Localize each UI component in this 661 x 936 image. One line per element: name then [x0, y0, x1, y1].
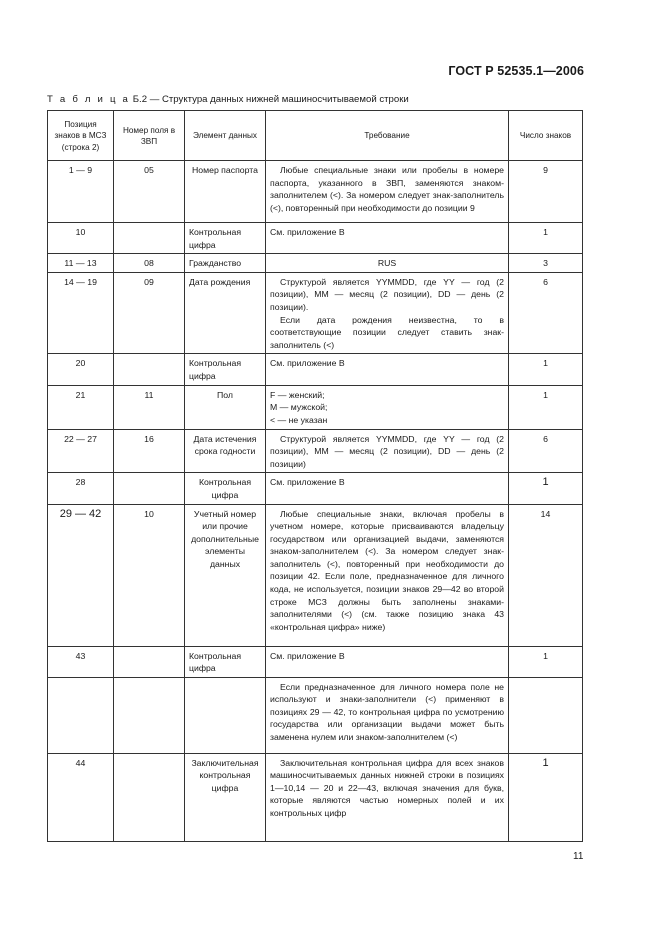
table-row [48, 254, 583, 273]
cell-position: 14 — 19 [48, 272, 114, 354]
table-row [48, 385, 583, 429]
data-structure-table [47, 110, 583, 842]
cell-field-number: 11 [114, 385, 185, 429]
cell-field-number: 09 [114, 272, 185, 354]
cell-position: 20 [48, 354, 114, 385]
column-header-position: Позиция знаков в МСЗ (строка 2) [48, 111, 114, 161]
requirement-text: См. приложение В [270, 358, 345, 369]
standard-designation: ГОСТ Р 52535.1—2006 [448, 64, 584, 78]
cell-data-element: Учетный номер или прочие дополнительные элементы данных [185, 504, 266, 646]
cell-data-element: Контрольная цифра [185, 354, 266, 385]
table-caption-prefix: Т а б л и ц а [47, 94, 131, 105]
cell-position: 21 [48, 385, 114, 429]
cell-requirement [266, 473, 509, 504]
cell-requirement [266, 753, 509, 841]
cell-char-count: 14 [509, 504, 583, 646]
requirement-text: F — женский; [270, 389, 325, 400]
table-caption [47, 94, 409, 105]
cell-position: 22 — 27 [48, 429, 114, 473]
requirement-text: Если предназначенное для личного номера поле не используют и знаки-заполнители (<) применяют в позициях 29 — 42, то контрольная цифра по усмотрению государства или организации выдачи может быть заменена нулем или знаком-заполнителем (<) [270, 681, 504, 743]
cell-position: 43 [48, 646, 114, 677]
cell-char-count: 1 [509, 354, 583, 385]
cell-requirement [266, 354, 509, 385]
cell-field-number [114, 223, 185, 254]
requirement-text: Структурой является YYMMDD, где YY — год (2 позиции), MM — месяц (2 позиции), DD — день (2 позиции). [270, 276, 504, 312]
table-row [48, 504, 583, 646]
column-header-requirement: Требование [266, 111, 509, 161]
requirement-text: Если дата рождения неизвестна, то в соответствующие позиции следует ставить знак-заполнитель (<) [270, 314, 504, 350]
cell-field-number: 08 [114, 254, 185, 273]
table-row [48, 753, 583, 841]
cell-field-number [114, 677, 185, 753]
cell-data-element: Контрольная цифра [185, 223, 266, 254]
requirement-text: Заключительная контрольная цифра для всех знаков машиносчитываемых данных нижней строки в позициях 1—10,14 — 20 и 22—43, включая значения для букв, которые являются частью номерных полей и их контрольных цифр [270, 757, 504, 819]
cell-char-count [509, 677, 583, 753]
table-caption-text: Б.2 — Структура данных нижней машиносчитываемой строки [132, 94, 409, 105]
cell-requirement [266, 161, 509, 223]
cell-field-number: 05 [114, 161, 185, 223]
cell-position: 29 — 42 [48, 504, 114, 646]
cell-data-element: Номер паспорта [185, 161, 266, 223]
cell-data-element: Заключительная контрольная цифра [185, 753, 266, 841]
requirement-text: < — не указан [270, 414, 328, 425]
cell-position: 28 [48, 473, 114, 504]
cell-field-number [114, 646, 185, 677]
table-row [48, 272, 583, 354]
table-row [48, 161, 583, 223]
requirement-text: См. приложение В [270, 650, 345, 661]
cell-char-count: 9 [509, 161, 583, 223]
requirement-text: M — мужской; [270, 402, 328, 413]
page-number: 11 [573, 851, 584, 862]
requirement-text: RUS [377, 258, 397, 269]
requirement-text: См. приложение В [270, 477, 345, 488]
table-row [48, 354, 583, 385]
cell-char-count: 1 [509, 473, 583, 504]
cell-char-count: 3 [509, 254, 583, 273]
cell-position: 11 — 13 [48, 254, 114, 273]
table-row [48, 223, 583, 254]
cell-field-number [114, 473, 185, 504]
cell-requirement [266, 504, 509, 646]
table-row [48, 473, 583, 504]
table-header-row [48, 111, 583, 161]
cell-data-element [185, 677, 266, 753]
cell-field-number: 10 [114, 504, 185, 646]
requirement-text: См. приложение В [270, 227, 345, 237]
cell-requirement [266, 254, 509, 273]
cell-position: 44 [48, 753, 114, 841]
cell-requirement [266, 223, 509, 254]
table-row [48, 677, 583, 753]
column-header-field-number: Номер поля в ЗВП [114, 111, 185, 161]
requirement-text: Структурой является YYMMDD, где YY — год (2 позиции), MM — месяц (2 позиции), DD — день (2 позиции) [270, 433, 504, 469]
column-header-data-element: Элемент данных [185, 111, 266, 161]
cell-requirement [266, 646, 509, 677]
cell-char-count: 1 [509, 385, 583, 429]
cell-data-element: Гражданство [185, 254, 266, 273]
cell-data-element: Контрольная цифра [185, 646, 266, 677]
cell-requirement [266, 429, 509, 473]
requirement-text: Любые специальные знаки или пробелы в номере паспорта, указанного в ЗВП, заменяются знаком-заполнителем (<). За номером следует знак-заполнитель (<), повторенный при необходимости до позиции 9 [270, 165, 504, 213]
table-row [48, 429, 583, 473]
cell-requirement [266, 677, 509, 753]
cell-field-number: 16 [114, 429, 185, 473]
cell-data-element: Пол [185, 385, 266, 429]
cell-char-count: 6 [509, 272, 583, 354]
cell-data-element: Дата рождения [185, 272, 266, 354]
cell-field-number [114, 354, 185, 385]
cell-requirement [266, 272, 509, 354]
cell-data-element: Дата истечения срока годности [185, 429, 266, 473]
cell-char-count: 1 [509, 753, 583, 841]
cell-requirement [266, 385, 509, 429]
requirement-text: Любые специальные знаки, включая пробелы в учетном номере, которые присваиваются владельцу государством или организацией выдачи, заменяются знаком-заполнителем (<). За номером следует знак-заполнитель (<), повторенный при необходимости до позиции 42. Если поле, предназначенное для личного кода, не используется, позиции знаков 29—42 во второй строке МСЗ должны быть заполнены знаками-заполнителями (<) (см. также позицию знака 43 «контрольная цифра» ниже) [270, 508, 504, 632]
column-header-char-count: Число знаков [509, 111, 583, 161]
table-row [48, 646, 583, 677]
cell-position: 1 — 9 [48, 161, 114, 223]
cell-data-element: Контрольная цифра [185, 473, 266, 504]
cell-char-count: 6 [509, 429, 583, 473]
cell-position: 10 [48, 223, 114, 254]
cell-field-number [114, 753, 185, 841]
cell-char-count: 1 [509, 223, 583, 254]
cell-position [48, 677, 114, 753]
cell-char-count: 1 [509, 646, 583, 677]
